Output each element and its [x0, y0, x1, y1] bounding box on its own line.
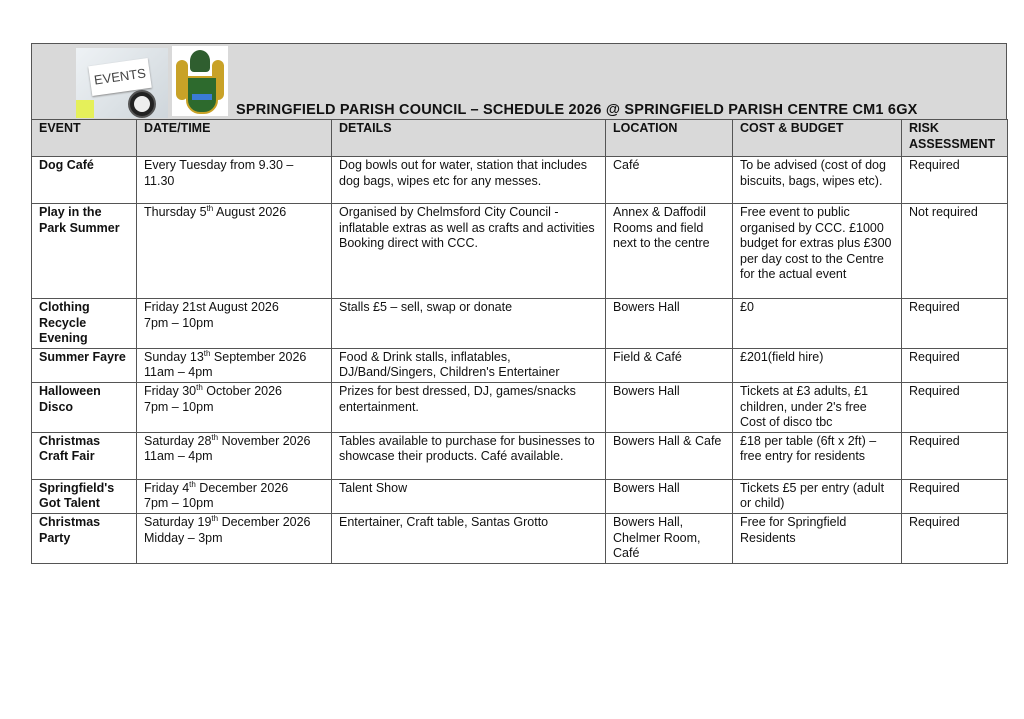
events-logo-text: EVENTS	[88, 58, 152, 96]
risk-cell	[902, 513, 1008, 563]
date-pre: Saturday 28	[144, 433, 212, 448]
date-pre: Friday 4	[144, 480, 190, 495]
cost-cell	[733, 348, 902, 382]
location-cell	[606, 299, 733, 349]
date-cell	[137, 157, 332, 204]
details-cell	[332, 157, 606, 204]
cost-cell	[733, 432, 902, 479]
details-cell-text: Prizes for best dressed, DJ, games/snacks entertainment.	[339, 383, 576, 414]
time-text: Midday – 3pm	[144, 530, 223, 545]
details-cell-text: Stalls £5 – sell, swap or donate	[339, 300, 513, 314]
table-row	[32, 479, 1008, 513]
date-cell	[137, 204, 332, 299]
location-cell	[606, 204, 733, 299]
date-pre: Friday 21st August 2026	[144, 300, 279, 314]
location-cell-text: Bowers Hall & Cafe	[613, 433, 722, 448]
date-pre: Friday 30	[144, 383, 197, 398]
details-cell-text: Organised by Chelmsford City Council - inflatable extras as well as crafts and activities Booking direct with CCC.	[339, 205, 595, 251]
date-cell	[137, 299, 332, 349]
cost-cell	[733, 157, 902, 204]
risk-cell	[902, 432, 1008, 479]
schedule-table	[31, 119, 1008, 564]
page-title: SPRINGFIELD PARISH COUNCIL – SCHEDULE 2026 @ SPRINGFIELD PARISH CENTRE CM1 6GX	[236, 102, 918, 118]
details-cell	[332, 513, 606, 563]
event-cell	[32, 432, 137, 479]
cost-cell-text: Free for Springfield Residents	[740, 514, 847, 545]
location-cell	[606, 348, 733, 382]
cost-cell-text: £0	[740, 300, 754, 314]
column-header: LOCATION	[606, 120, 733, 157]
details-cell	[332, 382, 606, 432]
date-post: November 2026	[218, 433, 311, 448]
table-row	[32, 204, 1008, 299]
event-cell	[32, 157, 137, 204]
cost-cell-text: £18 per table (6ft x 2ft) – free entry for residents	[740, 433, 877, 464]
event-cell-text: Springfield's Got Talent	[39, 480, 115, 511]
event-cell-text: Summer Fayre	[39, 349, 126, 364]
table-row	[32, 513, 1008, 563]
column-header: DATE/TIME	[137, 120, 332, 157]
alarm-clock-icon	[128, 90, 156, 118]
table-row	[32, 432, 1008, 479]
details-cell	[332, 432, 606, 479]
column-header: DETAILS	[332, 120, 606, 157]
risk-cell-text: Required	[909, 514, 960, 529]
column-header: COST & BUDGET	[733, 120, 902, 157]
date-pre: Saturday 19	[144, 514, 212, 529]
time-text: 11am – 4pm	[144, 365, 213, 380]
event-cell-text: Dog Café	[39, 158, 94, 172]
location-cell	[606, 432, 733, 479]
risk-cell-text: Not required	[909, 205, 978, 219]
risk-cell	[902, 382, 1008, 432]
risk-cell	[902, 479, 1008, 513]
risk-cell-text: Required	[909, 383, 960, 398]
time-text: 7pm – 10pm	[144, 496, 214, 511]
details-cell-text: Talent Show	[339, 480, 408, 495]
date-cell	[137, 479, 332, 513]
cost-cell	[733, 299, 902, 349]
event-cell-text: Clothing Recycle Evening	[39, 300, 90, 346]
cost-cell-text: £201(field hire)	[740, 349, 824, 364]
details-cell	[332, 299, 606, 349]
date-post: October 2026	[202, 383, 282, 398]
date-post: December 2026	[195, 480, 289, 495]
date-sup: th	[211, 513, 219, 523]
details-cell-text: Entertainer, Craft table, Santas Grotto	[339, 514, 549, 529]
location-cell	[606, 513, 733, 563]
cost-cell-text: To be advised (cost of dog biscuits, bags, wipes etc).	[740, 158, 886, 188]
risk-cell-text: Required	[909, 300, 960, 314]
parish-coat-of-arms	[172, 46, 228, 116]
cost-cell	[733, 204, 902, 299]
location-cell-text: Bowers Hall, Chelmer Room, Café	[613, 514, 701, 561]
details-cell-text: Tables available to purchase for businesses to showcase their products. Café available.	[339, 433, 595, 464]
location-cell-text: Bowers Hall	[613, 300, 680, 314]
event-cell	[32, 479, 137, 513]
column-header: RISK ASSESSMENT	[902, 120, 1008, 157]
date-sup: th	[189, 479, 196, 489]
event-cell	[32, 299, 137, 349]
date-pre: Every Tuesday from 9.30 – 11.30	[144, 158, 294, 188]
date-post: August 2026	[213, 205, 287, 219]
table-row	[32, 348, 1008, 382]
column-header: EVENT	[32, 120, 137, 157]
date-sup: th	[206, 203, 214, 213]
event-cell-text: Play in the Park Summer	[39, 205, 120, 235]
risk-cell-text: Required	[909, 349, 960, 364]
date-post: December 2026	[218, 514, 311, 529]
details-cell-text: Dog bowls out for water, station that includes dog bags, wipes etc for any messes.	[339, 158, 588, 188]
event-cell-text: Christmas Craft Fair	[39, 433, 101, 464]
time-text: 7pm – 10pm	[144, 315, 214, 330]
details-cell	[332, 348, 606, 382]
date-sup: th	[196, 382, 203, 392]
date-cell	[137, 382, 332, 432]
location-cell	[606, 157, 733, 204]
location-cell	[606, 479, 733, 513]
details-cell-text: Food & Drink stalls, inflatables, DJ/Band/Singers, Children's Entertainer	[339, 349, 560, 380]
date-sup: th	[203, 348, 211, 358]
table-row	[32, 382, 1008, 432]
table-row	[32, 299, 1008, 349]
location-cell-text: Field & Café	[613, 349, 682, 364]
event-cell	[32, 513, 137, 563]
location-cell-text: Café	[613, 158, 640, 172]
location-cell-text: Bowers Hall	[613, 383, 680, 398]
event-cell	[32, 348, 137, 382]
details-cell	[332, 204, 606, 299]
date-pre: Thursday 5	[144, 205, 207, 219]
events-logo-image	[76, 48, 168, 118]
details-cell	[332, 479, 606, 513]
risk-cell-text: Required	[909, 158, 960, 172]
sticky-note-icon	[76, 100, 94, 118]
date-cell	[137, 513, 332, 563]
date-cell	[137, 348, 332, 382]
cost-cell-text: Tickets at £3 adults, £1 children, under 2's free Cost of disco tbc	[740, 383, 869, 430]
risk-cell	[902, 157, 1008, 204]
table-row	[32, 157, 1008, 204]
cost-cell	[733, 479, 902, 513]
risk-cell-text: Required	[909, 480, 960, 495]
location-cell-text: Annex & Daffodil Rooms and field next to the centre	[613, 205, 710, 251]
date-sup: th	[211, 432, 219, 442]
header-banner	[31, 43, 1007, 119]
time-text: 7pm – 10pm	[144, 399, 214, 414]
date-post: September 2026	[210, 349, 307, 364]
date-pre: Sunday 13	[144, 349, 204, 364]
risk-cell-text: Required	[909, 433, 960, 448]
time-text: 11am – 4pm	[144, 449, 213, 464]
risk-cell	[902, 299, 1008, 349]
cost-cell-text: Free event to public organised by CCC. £1000 budget for extras plus £300 per day cost to the Centre for the actual event	[740, 205, 892, 282]
cost-cell	[733, 382, 902, 432]
event-cell	[32, 382, 137, 432]
location-cell-text: Bowers Hall	[613, 480, 680, 495]
cost-cell-text: Tickets £5 per entry (adult or child)	[740, 480, 885, 511]
cost-cell	[733, 513, 902, 563]
event-cell-text: Halloween Disco	[39, 383, 101, 414]
event-cell-text: Christmas Party	[39, 514, 101, 545]
event-cell	[32, 204, 137, 299]
date-cell	[137, 432, 332, 479]
risk-cell	[902, 348, 1008, 382]
location-cell	[606, 382, 733, 432]
risk-cell	[902, 204, 1008, 299]
